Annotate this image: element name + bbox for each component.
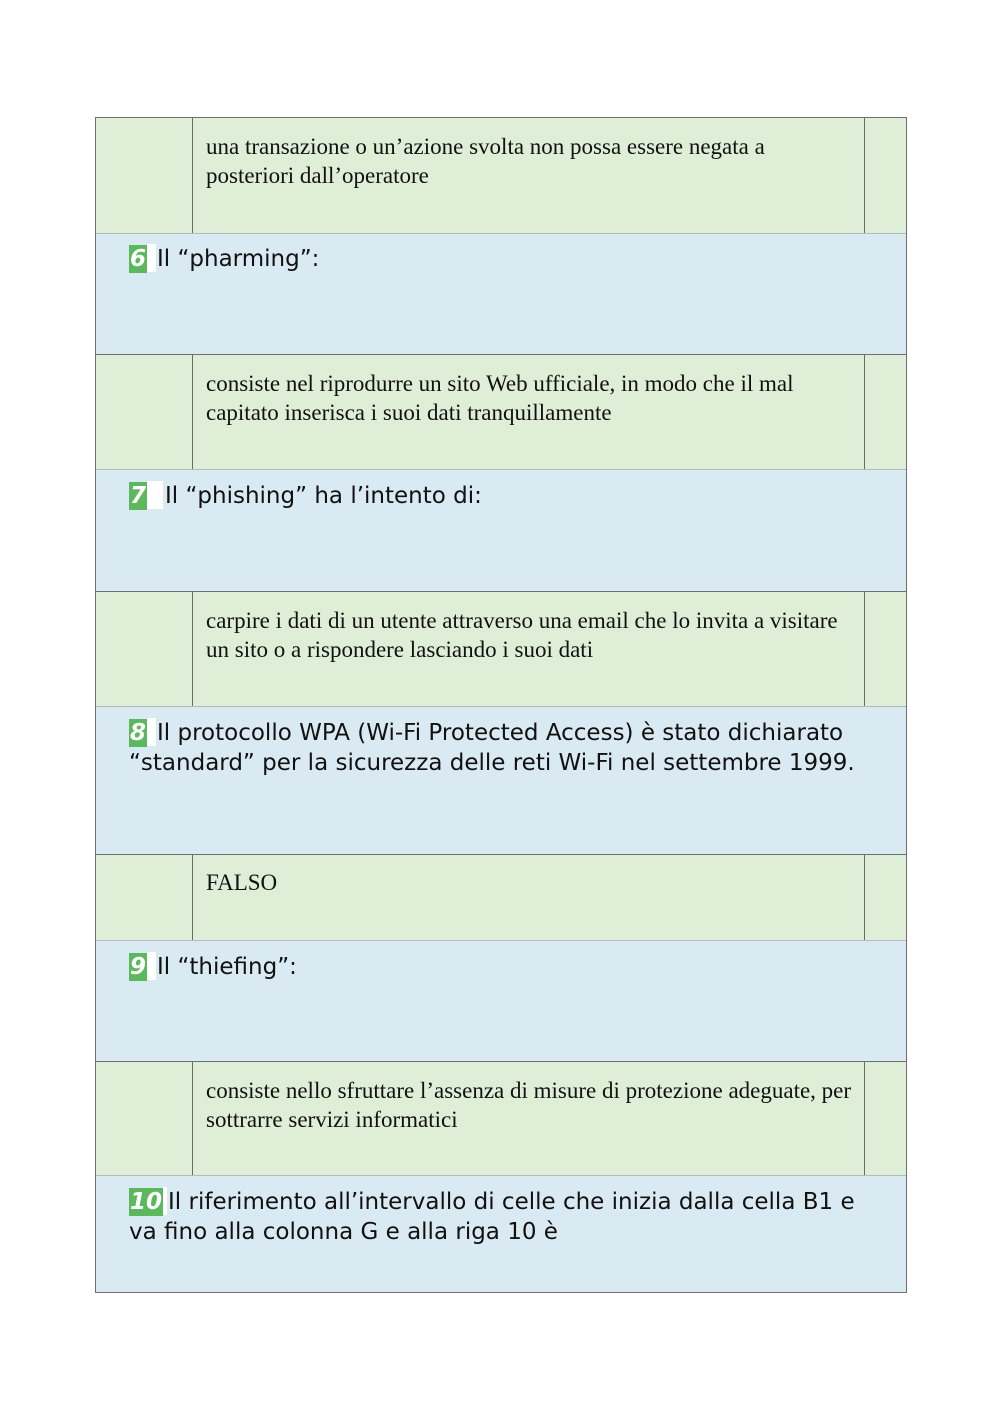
question-number-8: 8 (130, 720, 147, 746)
question-number-10: 10 (130, 1189, 163, 1215)
question-number-7: 7 (130, 483, 147, 509)
question-text-9: Il “thiefing”: (157, 954, 297, 980)
question-text-block-8 (129, 718, 866, 778)
answer-marker-cell (96, 118, 193, 233)
answer-check-cell (864, 355, 906, 469)
number-spacer (147, 952, 156, 980)
answer-text-5: una transazione o un’azione svolta non possa essere negata a posteriori dall’operatore (206, 134, 765, 188)
question-text-10: Il riferimento all’intervallo di celle che inizia dalla cella B1 e va fino alla colonna G e alla riga 10 è (129, 1189, 855, 1245)
answer-text-7: carpire i dati di un utente attraverso una email che lo invita a visitare un sito o a rispondere lasciando i suoi dati (206, 608, 838, 662)
question-row-9 (96, 941, 906, 1062)
question-text-block-7 (129, 481, 866, 511)
answer-check-cell (864, 855, 906, 940)
number-spacer (147, 718, 156, 746)
answer-row-8 (96, 855, 906, 941)
answer-text-8: FALSO (206, 870, 278, 895)
quiz-table (95, 117, 907, 1293)
question-number-9: 9 (130, 954, 147, 980)
question-text-8: Il protocollo WPA (Wi-Fi Protected Access) è stato dichiarato “standard” per la sicurezza delle reti Wi-Fi nel settembre 1999. (129, 720, 855, 776)
answer-text-6: consiste nel riprodurre un sito Web ufficiale, in modo che il mal capitato inserisca i suoi dati tranquillamente (206, 371, 794, 425)
question-text-6: Il “pharming”: (157, 246, 320, 272)
question-number-6: 6 (130, 246, 147, 272)
answer-row-9 (96, 1062, 906, 1176)
answer-marker-cell (96, 355, 193, 469)
question-row-8 (96, 707, 906, 855)
answer-check-cell (864, 1062, 906, 1175)
answer-row-7 (96, 592, 906, 707)
number-spacer (163, 1187, 167, 1215)
question-row-10 (96, 1176, 906, 1292)
question-row-7 (96, 470, 906, 592)
number-spacer (147, 244, 156, 272)
question-text-block-6 (129, 244, 866, 274)
answer-check-cell (864, 118, 906, 233)
answer-marker-cell (96, 1062, 193, 1175)
answer-row-5 (96, 118, 906, 234)
question-row-6 (96, 234, 906, 355)
answer-row-6 (96, 355, 906, 470)
question-text-7: Il “phishing” ha l’intento di: (165, 483, 482, 509)
answer-text-9: consiste nello sfruttare l’assenza di misure di protezione adeguate, per sottrarre servizi informatici (206, 1078, 852, 1132)
question-text-block-9 (129, 952, 866, 982)
answer-check-cell (864, 592, 906, 706)
question-text-block-10 (129, 1187, 866, 1247)
answer-marker-cell (96, 592, 193, 706)
number-spacer (147, 481, 163, 509)
answer-marker-cell (96, 855, 193, 940)
